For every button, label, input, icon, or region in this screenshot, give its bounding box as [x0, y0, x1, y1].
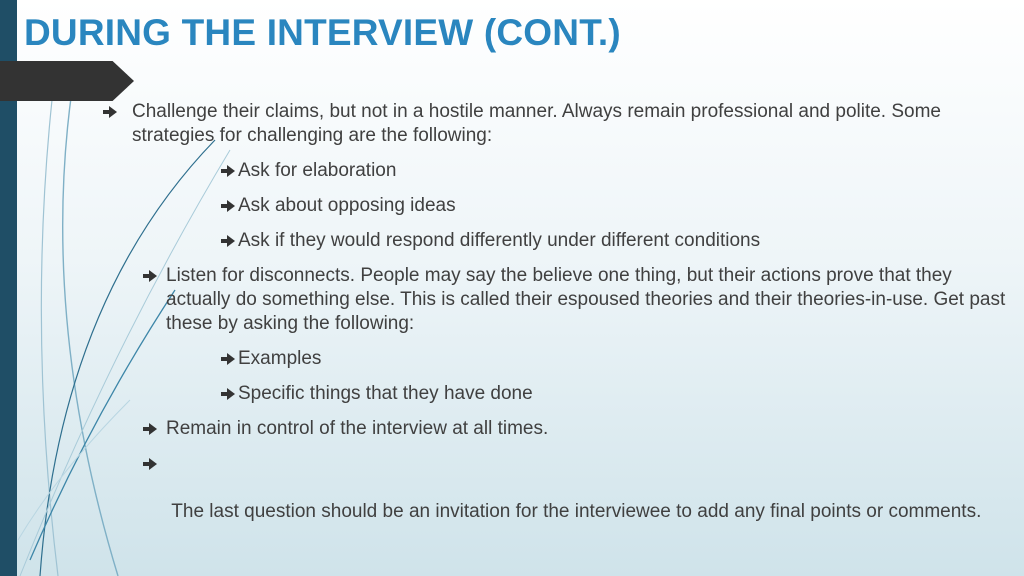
arrow-bullet-icon [143, 417, 157, 441]
bullet-item [166, 264, 1016, 336]
bullet-item [166, 452, 1016, 548]
sub-bullet-item [238, 382, 938, 406]
arrow-bullet-icon [143, 264, 157, 288]
arrow-bullet-icon [143, 452, 157, 476]
bullet-item [132, 100, 1022, 148]
bullet-text: Remain in control of the interview at all times. [166, 418, 549, 439]
arrow-bullet-icon [221, 159, 235, 183]
bullet-item [166, 417, 1016, 441]
bullet-text: Listen for disconnects. People may say the believe one thing, but their actions prove that they actually do something else. This is called their espoused theories and their theories-in-use. Get past these by asking the following: [166, 265, 1006, 334]
sub-bullet-item [238, 347, 938, 371]
bullet-text: The last question should be an invitation for the interviewee to add any final points or comments. [166, 501, 982, 522]
arrow-bullet-icon [221, 229, 235, 253]
arrow-bullet-icon [221, 347, 235, 371]
sub-bullet-item [238, 159, 938, 183]
bullet-text: Ask if they would respond differently under different conditions [238, 230, 761, 251]
arrow-bullet-icon [103, 100, 117, 124]
sub-bullet-item [238, 194, 938, 218]
arrow-bullet-icon [221, 382, 235, 406]
arrow-bullet-icon [221, 194, 235, 218]
bullet-text: Examples [238, 348, 322, 369]
title-tab-shape [0, 61, 134, 101]
bullet-text: Ask about opposing ideas [238, 195, 456, 216]
sub-bullet-item [238, 229, 998, 253]
bullet-text: Specific things that they have done [238, 383, 533, 404]
bullet-text: Challenge their claims, but not in a hostile manner. Always remain professional and polite. Some strategies for challenging are the following: [132, 101, 941, 146]
slide-title: DURING THE INTERVIEW (CONT.) [24, 12, 621, 53]
bullet-text: Ask for elaboration [238, 160, 397, 181]
